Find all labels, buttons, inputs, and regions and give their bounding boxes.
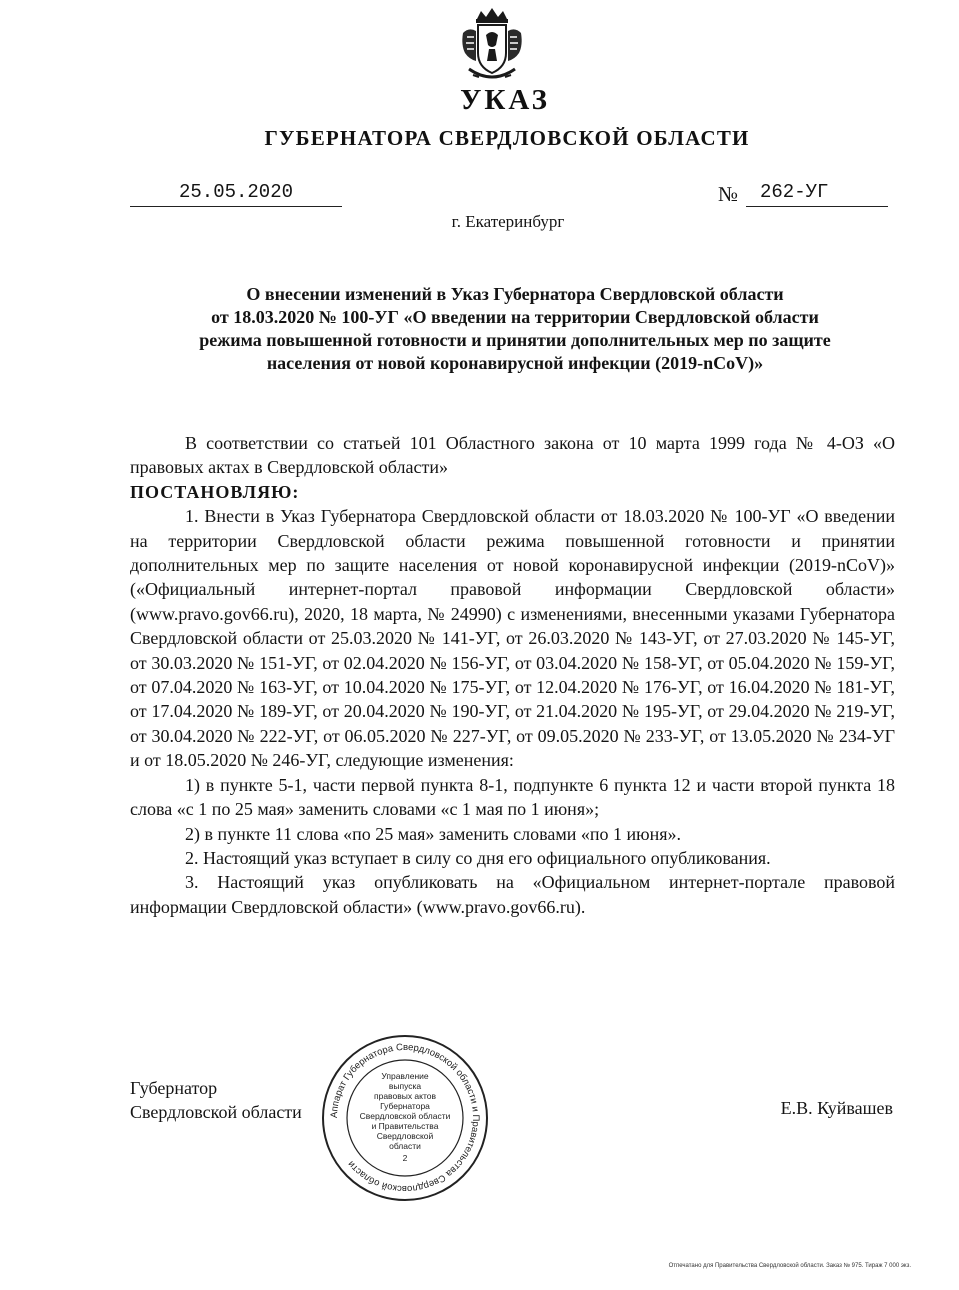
preamble-paragraph: В соответствии со статьей 101 Областного закона от 10 марта 1999 года № 4-ОЗ «О правовых актах в Свердловской области» (130, 433, 895, 478)
heading-line: режима повышенной готовности и принятии дополнительных мер по защите (199, 330, 831, 350)
signatory-name: Е.В. Куйвашев (780, 1098, 893, 1118)
signatory-position (130, 1076, 302, 1124)
issue-city: г. Екатеринбург (451, 212, 565, 231)
seal-inner-line: 2 (402, 1153, 408, 1163)
print-footer-note: Отпечатано для Правительства Свердловской области. Заказ № 975. Тираж 7 000 экз. (668, 1263, 911, 1269)
seal-inner-line: и Правительства (371, 1121, 439, 1131)
position-line: Губернатор (130, 1078, 218, 1098)
subitem-2-paragraph: 2) в пункте 11 слова «по 25 мая» заменить словами «по 1 июня». (185, 823, 682, 844)
item-2-paragraph: 2. Настоящий указ вступает в силу со дня его официального опубликования. (185, 847, 771, 868)
seal-outer-text: Аппарат Губернатора Свердловской области и Правительства Свердловской области (328, 1041, 482, 1195)
item-1-paragraph: 1. Внести в Указ Губернатора Свердловской области от 18.03.2020 № 100-УГ «О введении на территории Свердловской области режима повышенной готовности и принятии дополнительных мер по защите населения от новой коронавирусной инфекции (2019-nCoV)» («Официальный интернет-портал правовой информации Свердловской области» (www.pravo.gov66.ru), 2020, 18 марта, № 24990) с изменениями, внесенными указами Губернатора Свердловской области от 25.03.2020 № 141-УГ, от 26.03.2020 № 143-УГ, от 27.03.2020 № 145-УГ, от 30.03.2020 № 151-УГ, от 02.04.2020 № 156-УГ, от 03.04.2020 № 158-УГ, от 05.04.2020 № 159-УГ, от 07.04.2020 № 163-УГ, от 10.04.2020 № 175-УГ, от 12.04.2020 № 176-УГ, от 16.04.2020 № 181-УГ, от 17.04.2020 № 189-УГ, от 20.04.2020 № 190-УГ, от 21.04.2020 № 195-УГ, от 29.04.2020 № 219-УГ, от 30.04.2020 № 222-УГ, от 06.05.2020 № 227-УГ, от 09.05.2020 № 233-УГ, от 13.05.2020 № 234-УГ и от 18.05.2020 № 246-УГ, следующие изменения: (130, 506, 895, 771)
seal-inner-line: Управление (381, 1071, 429, 1081)
document-type-title: УКАЗ (460, 84, 550, 116)
item-3-paragraph: 3. Настоящий указ опубликовать на «Официальном интернет-портале правовой информации Свердловской области» (www.pravo.gov66.ru). (130, 872, 895, 917)
decree-number-field (746, 178, 888, 207)
decree-heading (130, 283, 900, 375)
issuer-title: ГУБЕРНАТОРА СВЕРДЛОВСКОЙ ОБЛАСТИ (264, 126, 750, 150)
seal-inner-line: области (389, 1141, 421, 1151)
position-line: Свердловской области (130, 1102, 302, 1122)
decree-date: 25.05.2020 (130, 178, 342, 207)
seal-inner-line: Губернатора (380, 1101, 430, 1111)
heading-line: О внесении изменений в Указ Губернатора Свердловской области (246, 284, 784, 304)
seal-inner-line: Свердловской (376, 1131, 434, 1141)
heading-line: населения от новой коронавирусной инфекции (2019-nCoV)» (266, 353, 764, 373)
heading-line: от 18.03.2020 № 100-УГ «О введении на территории Свердловской области (211, 307, 819, 327)
official-seal-stamp (320, 1033, 490, 1203)
seal-inner-line: выпуска (388, 1081, 422, 1091)
subitem-1-paragraph: 1) в пункте 5-1, части первой пункта 8-1, подпункте 6 пункта 12 и части второй пункта 18 слова «с 1 по 25 мая» заменить словами «с 1 мая по 1 июня»; (130, 774, 895, 820)
decree-word: ПОСТАНОВЛЯЮ: (130, 481, 300, 502)
seal-inner-line: Свердловской области (359, 1111, 451, 1121)
coat-of-arms-icon (459, 5, 525, 85)
decree-number-label: № (718, 182, 739, 206)
decree-number: 262-УГ (760, 181, 829, 203)
seal-inner-line: правовых актов (373, 1091, 437, 1101)
decree-body (130, 431, 895, 919)
